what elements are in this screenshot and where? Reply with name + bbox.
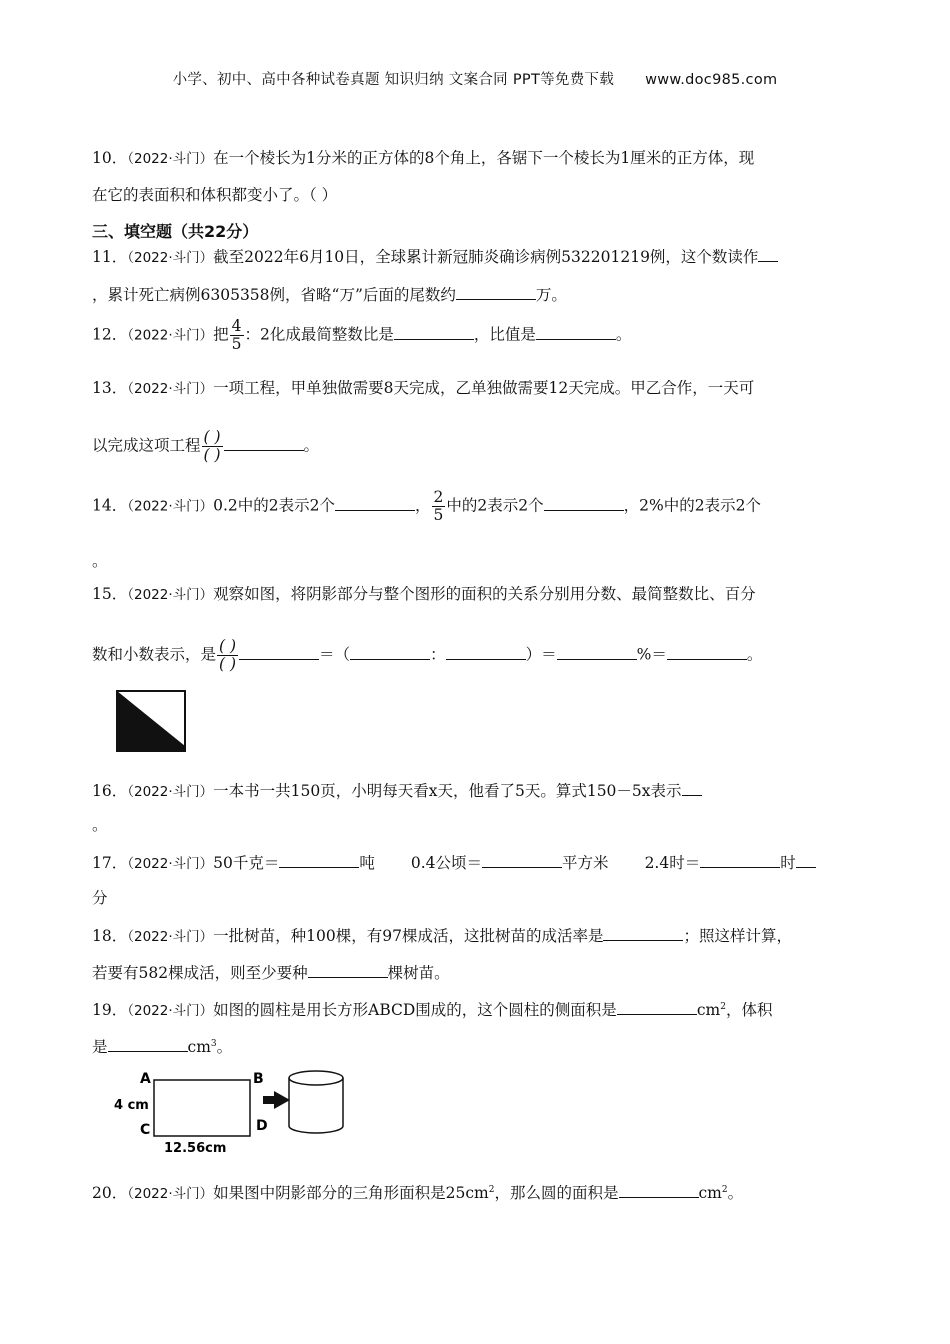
q15-blank-ratio-b[interactable] xyxy=(446,643,526,660)
q12-blank-ratio[interactable] xyxy=(394,323,474,340)
q14-text-a: 0.2中的2表示2个 xyxy=(213,496,336,515)
q19-label-d: D xyxy=(256,1118,268,1134)
q11-blank-approx[interactable] xyxy=(456,283,536,300)
q13-frac-num: ( ) xyxy=(203,428,221,446)
q14-blank-2[interactable] xyxy=(544,494,624,511)
q15-blank-ratio-a[interactable] xyxy=(350,643,430,660)
q11-line2 xyxy=(92,283,567,305)
q19-source: （2022·斗门） xyxy=(127,1003,214,1020)
q10-source: （2022·斗门） xyxy=(127,151,214,167)
q17-text-b: 吨 xyxy=(359,854,375,872)
q18-text-a: 一批树苗，种100棵，有97棵成活，这批树苗的成活率是 xyxy=(213,927,604,945)
q12-frac-num: 4 xyxy=(231,317,242,335)
q14-frac-num: 2 xyxy=(433,488,444,506)
q15-line1 xyxy=(92,584,756,605)
q17-blank-hour[interactable] xyxy=(700,851,780,868)
q18-blank-count[interactable] xyxy=(308,961,388,978)
q12-fraction xyxy=(230,318,244,353)
q20-unit: cm xyxy=(698,1184,722,1203)
header-url[interactable]: www.doc985.com xyxy=(645,72,778,88)
q13-line1 xyxy=(92,378,754,399)
q12-blank-value[interactable] xyxy=(536,323,616,340)
q15-blank-decimal[interactable] xyxy=(667,643,747,660)
q15-blank-percent[interactable] xyxy=(557,643,637,660)
q12-text-d: 。 xyxy=(615,325,632,344)
q19-text-b: ，体积 xyxy=(725,1001,773,1020)
q18-line2 xyxy=(92,961,450,983)
q15-shaded-square-figure xyxy=(114,688,188,754)
q19-sup-1: 2 xyxy=(720,1002,726,1012)
q17-line1 xyxy=(92,851,816,874)
q11-text: 截至2022年6月10日，全球累计新冠肺炎确诊病例532201219例，这个数读作 xyxy=(213,248,759,266)
q19-cylinder xyxy=(289,1071,343,1133)
page-header xyxy=(0,68,950,89)
q15-pct: %＝ xyxy=(636,645,667,664)
q19-end: 。 xyxy=(216,1038,233,1057)
q12-text-c: ，比值是 xyxy=(473,325,536,344)
q18-blank-rate[interactable] xyxy=(603,924,683,941)
q16-source: （2022·斗门） xyxy=(127,784,214,800)
q13-blank[interactable] xyxy=(224,434,304,451)
q17-source: （2022·斗门） xyxy=(127,856,214,872)
q18-number: 18． xyxy=(92,927,128,945)
q11-blank-reading[interactable] xyxy=(758,245,778,262)
q12-text-b: ：2化成最简整数比是 xyxy=(244,325,394,344)
q16-number: 16． xyxy=(92,782,128,800)
q11-source: （2022·斗门） xyxy=(127,250,214,266)
q20-line xyxy=(92,1180,743,1204)
q19-number: 19． xyxy=(92,1001,128,1020)
q14-source: （2022·斗门） xyxy=(127,498,214,515)
q13-number: 13． xyxy=(92,379,128,397)
q14-text-d: ，2%中的2表示2个 xyxy=(623,496,761,515)
q16-line1 xyxy=(92,779,702,802)
q20-end: 。 xyxy=(727,1184,744,1203)
q19-line1 xyxy=(92,997,772,1021)
q13-text2: 以完成这项工程 xyxy=(92,436,201,455)
q12-frac-den: 5 xyxy=(231,335,242,353)
q18-end: 棵树苗。 xyxy=(387,964,450,982)
q19-blank-volume[interactable] xyxy=(108,1035,188,1052)
q14-line2: 。 xyxy=(92,552,108,570)
q15-fraction-placeholder[interactable] xyxy=(217,638,238,673)
q17-text-f: 时 xyxy=(780,854,796,872)
q13-text: 一项工程，甲单独做需要8天完成，乙单独做需要12天完成。甲乙合作，一天可 xyxy=(213,379,755,397)
q18-text2: 若要有582棵成活，则至少要种 xyxy=(92,964,308,982)
q12-text-a: 把 xyxy=(213,325,229,344)
q18-text-b: ；照这样计算， xyxy=(683,927,792,945)
q15-blank-fraction[interactable] xyxy=(239,643,319,660)
q14-frac-den: 5 xyxy=(433,506,444,524)
q14-number: 14． xyxy=(92,496,128,515)
q18-source: （2022·斗门） xyxy=(127,929,214,945)
q19-line2 xyxy=(92,1034,232,1057)
q11-unit: 万。 xyxy=(535,286,567,304)
q15-text2: 数和小数表示，是 xyxy=(92,645,217,664)
q19-label-width: 12.56cm xyxy=(164,1141,227,1156)
q14-text-c: 中的2表示2个 xyxy=(446,496,544,515)
q17-blank-minute[interactable] xyxy=(796,851,816,868)
q12-line xyxy=(92,318,631,353)
q17-line2: 分 xyxy=(92,889,108,907)
q20-text-a: 如果图中阴影部分的三角形面积是25cm xyxy=(213,1184,489,1203)
q17-text-c: 0.4公顷＝ xyxy=(410,854,483,872)
q17-text-a: 50千克＝ xyxy=(213,854,280,872)
q13-source: （2022·斗门） xyxy=(127,381,214,397)
q15-frac-den: ( ) xyxy=(219,655,237,673)
q11-line1 xyxy=(92,245,778,268)
q20-source: （2022·斗门） xyxy=(127,1186,214,1203)
q15-colon: ： xyxy=(430,645,446,664)
q16-blank[interactable] xyxy=(682,779,702,796)
q10-line2: 在它的表面积和体积都变小了。（ ） xyxy=(92,186,338,204)
q20-sup-2: 2 xyxy=(721,1185,728,1195)
q12-number: 12． xyxy=(92,325,128,344)
q17-text-d: 平方米 xyxy=(562,854,609,872)
q19-sup-2: 3 xyxy=(210,1039,217,1049)
q11-number: 11． xyxy=(92,248,128,266)
q10-line1 xyxy=(92,148,754,169)
q19-label-a: A xyxy=(140,1071,151,1087)
q17-number: 17． xyxy=(92,854,128,872)
q19-rectangle-cylinder-figure xyxy=(108,1066,358,1156)
q19-label-height: 4 cm xyxy=(114,1098,149,1113)
q13-end: 。 xyxy=(303,436,320,455)
q16-text: 一本书一共150页，小明每天看x天，他看了5天。算式150－5x表示 xyxy=(213,782,682,800)
q15-line2 xyxy=(92,638,762,673)
q20-blank-area[interactable] xyxy=(619,1181,699,1198)
q15-source: （2022·斗门） xyxy=(127,587,214,603)
q15-end: 。 xyxy=(746,645,763,664)
q14-fraction xyxy=(432,489,446,524)
q18-line1 xyxy=(92,924,792,947)
q14-line xyxy=(92,489,761,524)
q13-fraction-placeholder[interactable] xyxy=(202,429,223,464)
q12-source: （2022·斗门） xyxy=(127,327,214,344)
q13-frac-den: ( ) xyxy=(203,446,221,464)
q17-blank-sqm[interactable] xyxy=(482,851,562,868)
q16-line2: 。 xyxy=(92,816,108,834)
q19-text-a: 如图的圆柱是用长方形ABCD围成的，这个圆柱的侧面积是 xyxy=(213,1001,617,1020)
q20-text-b: ，那么圆的面积是 xyxy=(494,1184,619,1203)
q11-text2: ，累计死亡病例6305358例，省略“万”后面的尾数约 xyxy=(92,286,456,304)
q15-eq2: ）＝ xyxy=(525,645,557,664)
q19-blank-lateral[interactable] xyxy=(617,998,697,1015)
q19-text2: 是 xyxy=(92,1038,108,1057)
q15-eq1: ＝（ xyxy=(319,645,351,664)
q15-frac-num: ( ) xyxy=(219,637,237,655)
q17-text-e: 2.4时＝ xyxy=(644,854,701,872)
q19-unit-2: cm xyxy=(187,1038,211,1057)
header-title: 小学、初中、高中各种试卷真题 知识归纳 文案合同 PPT等免费下载 xyxy=(172,72,615,88)
q19-rectangle-abcd xyxy=(154,1080,250,1136)
q15-number: 15． xyxy=(92,585,128,603)
q19-unit-1: cm xyxy=(696,1001,721,1020)
q10-text: 在一个棱长为1分米的正方体的8个角上，各锯下一个棱长为1厘米的正方体，现 xyxy=(213,149,755,167)
arrow-right-icon xyxy=(263,1091,290,1109)
q19-label-c: C xyxy=(140,1122,151,1138)
section-title-fill-in: 三、填空题（共22分） xyxy=(92,222,259,241)
q10-number: 10． xyxy=(92,149,128,167)
q14-text-b: ， xyxy=(415,496,431,515)
q15-text: 观察如图，将阴影部分与整个图形的面积的关系分别用分数、最简整数比、百分 xyxy=(213,585,756,603)
q14-blank-1[interactable] xyxy=(335,494,415,511)
q20-number: 20． xyxy=(92,1184,128,1203)
q17-blank-ton[interactable] xyxy=(279,851,359,868)
q20-sup-1: 2 xyxy=(488,1185,495,1195)
q13-line2 xyxy=(92,429,319,464)
q19-label-b: B xyxy=(253,1071,264,1087)
